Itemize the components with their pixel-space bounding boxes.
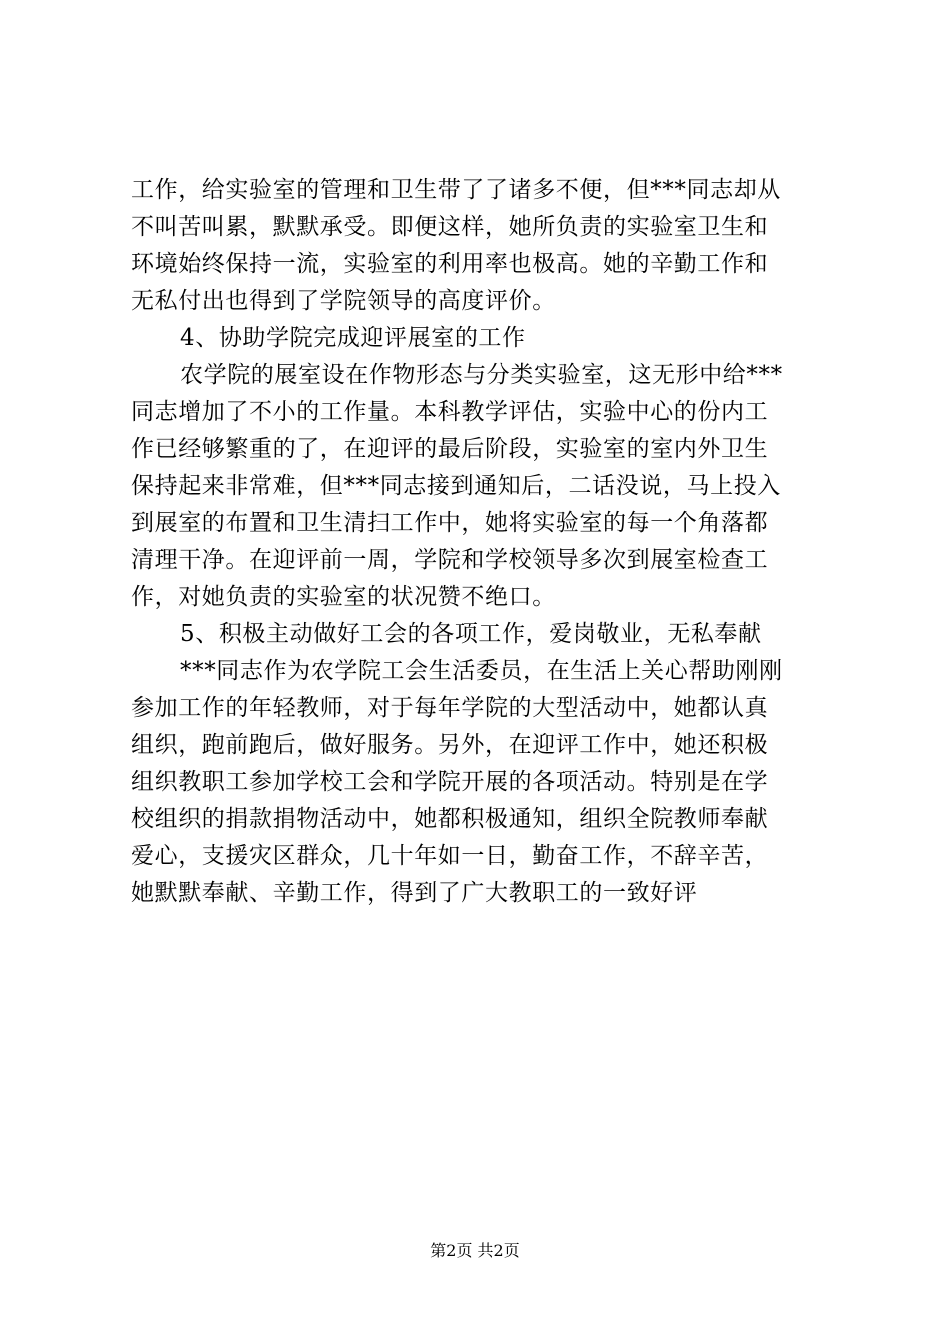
paragraph-line: 参加工作的年轻教师，对于每年学院的大型活动中，她都认真	[131, 695, 769, 721]
paragraph-line: ***同志作为农学院工会生活委员，在生活上关心帮助刚刚	[180, 658, 783, 684]
paragraph-line: 组织，跑前跑后，做好服务。另外，在迎评工作中，她还积极	[131, 732, 769, 758]
paragraph-line: 无私付出也得到了学院领导的高度评价。	[131, 288, 556, 314]
paragraph-line: 同志增加了不小的工作量。本科教学评估，实验中心的份内工	[131, 399, 769, 425]
page-number-footer: 第2页 共2页	[430, 1241, 520, 1260]
paragraph-line: 环境始终保持一流，实验室的利用率也极高。她的辛勤工作和	[131, 251, 769, 277]
paragraph-line: 清理干净。在迎评前一周，学院和学校领导多次到展室检查工	[131, 547, 769, 573]
paragraph-line: 农学院的展室设在作物形态与分类实验室，这无形中给***	[180, 362, 783, 388]
section-heading-5: 5、积极主动做好工会的各项工作，爱岗敬业，无私奉献	[180, 621, 762, 647]
paragraph-line: 她默默奉献、辛勤工作，得到了广大教职工的一致好评	[131, 880, 698, 906]
paragraph-line: 保持起来非常难，但***同志接到通知后，二话没说，马上投入	[131, 473, 781, 499]
paragraph-line: 校组织的捐款捐物活动中，她都积极通知，组织全院教师奉献	[131, 806, 769, 832]
paragraph-line: 工作，给实验室的管理和卫生带了了诸多不便，但***同志却从	[131, 177, 781, 203]
paragraph-line: 爱心，支援灾区群众，几十年如一日，勤奋工作，不辞辛苦，	[131, 843, 769, 869]
body-text	[131, 172, 831, 912]
paragraph-line: 到展室的布置和卫生清扫工作中，她将实验室的每一个角落都	[131, 510, 769, 536]
paragraph-line: 不叫苦叫累，默默承受。即便这样，她所负责的实验室卫生和	[131, 214, 769, 240]
section-heading-4: 4、协助学院完成迎评展室的工作	[180, 325, 526, 351]
paragraph-line: 作已经够繁重的了，在迎评的最后阶段，实验室的室内外卫生	[131, 436, 769, 462]
paragraph-line: 组织教职工参加学校工会和学院开展的各项活动。特别是在学	[131, 769, 769, 795]
paragraph-line: 作，对她负责的实验室的状况赞不绝口。	[131, 584, 556, 610]
